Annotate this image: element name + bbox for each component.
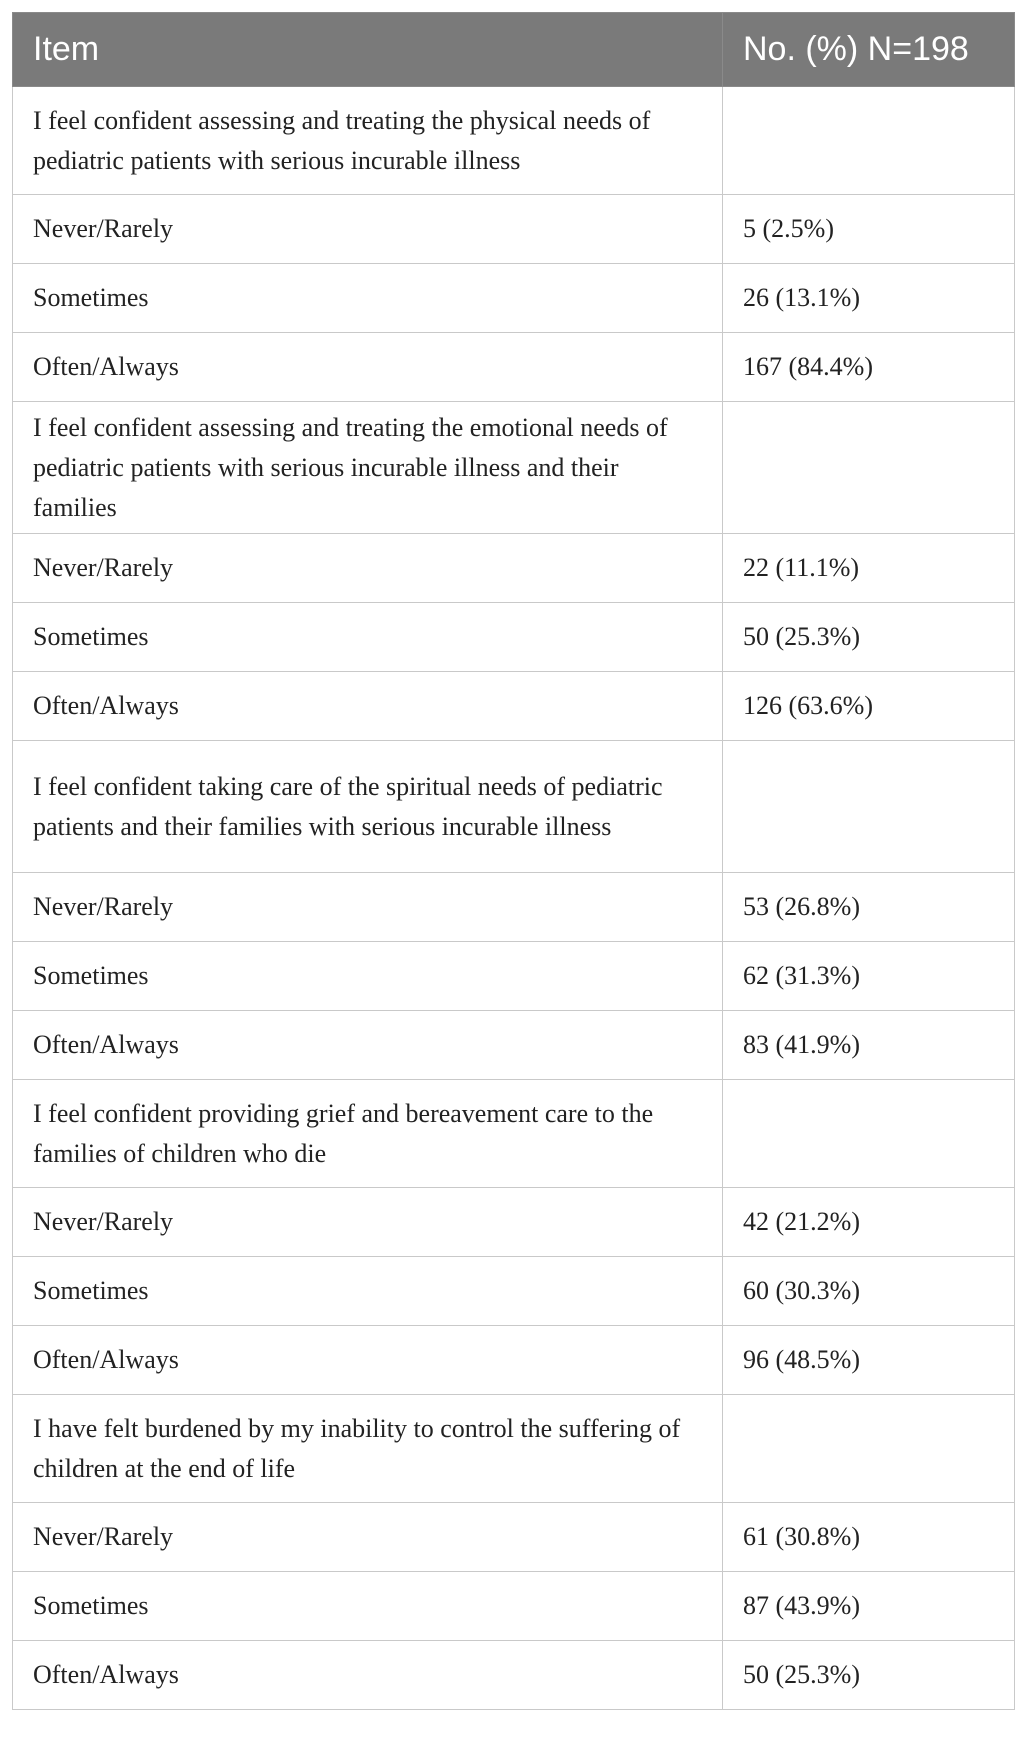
response-label: Sometimes [13, 1257, 723, 1326]
table-row [13, 873, 1015, 942]
response-count: 87 (43.9%) [723, 1572, 1015, 1641]
survey-table [12, 12, 1015, 1710]
table-row [13, 603, 1015, 672]
question-text: I have felt burdened by my inability to control the suffering of children at the end of life [13, 1395, 723, 1503]
header-count: No. (%) N=198 [723, 13, 1015, 87]
table-body [13, 87, 1015, 1710]
table-row [13, 1641, 1015, 1710]
table-row [13, 1503, 1015, 1572]
response-label: Never/Rarely [13, 534, 723, 603]
question-value-empty [723, 87, 1015, 195]
response-count: 22 (11.1%) [723, 534, 1015, 603]
question-row [13, 1395, 1015, 1503]
question-text: I feel confident assessing and treating the emotional needs of pediatric patients with serious incurable illness and their families [13, 402, 723, 534]
response-label: Sometimes [13, 1572, 723, 1641]
response-count: 61 (30.8%) [723, 1503, 1015, 1572]
response-count: 50 (25.3%) [723, 1641, 1015, 1710]
survey-table-container [12, 12, 1014, 1710]
response-count: 53 (26.8%) [723, 873, 1015, 942]
response-count: 167 (84.4%) [723, 333, 1015, 402]
response-count: 42 (21.2%) [723, 1188, 1015, 1257]
response-label: Often/Always [13, 1011, 723, 1080]
question-row [13, 402, 1015, 534]
response-label: Often/Always [13, 672, 723, 741]
table-row [13, 534, 1015, 603]
question-value-empty [723, 1080, 1015, 1188]
header-item: Item [13, 13, 723, 87]
question-value-empty [723, 402, 1015, 534]
question-row [13, 1080, 1015, 1188]
question-row [13, 87, 1015, 195]
response-count: 26 (13.1%) [723, 264, 1015, 333]
response-label: Never/Rarely [13, 1188, 723, 1257]
response-count: 126 (63.6%) [723, 672, 1015, 741]
table-row [13, 264, 1015, 333]
response-label: Never/Rarely [13, 1503, 723, 1572]
question-text: I feel confident assessing and treating the physical needs of pediatric patients with serious incurable illness [13, 87, 723, 195]
header-row [13, 13, 1015, 87]
response-count: 60 (30.3%) [723, 1257, 1015, 1326]
response-label: Sometimes [13, 603, 723, 672]
question-text: I feel confident taking care of the spiritual needs of pediatric patients and their families with serious incurable illness [13, 741, 723, 873]
question-row [13, 741, 1015, 873]
table-row [13, 1257, 1015, 1326]
table-row [13, 195, 1015, 264]
response-label: Often/Always [13, 333, 723, 402]
response-label: Never/Rarely [13, 873, 723, 942]
question-value-empty [723, 741, 1015, 873]
response-label: Never/Rarely [13, 195, 723, 264]
response-label: Sometimes [13, 264, 723, 333]
response-count: 50 (25.3%) [723, 603, 1015, 672]
response-count: 62 (31.3%) [723, 942, 1015, 1011]
response-count: 96 (48.5%) [723, 1326, 1015, 1395]
response-label: Sometimes [13, 942, 723, 1011]
table-row [13, 672, 1015, 741]
response-count: 5 (2.5%) [723, 195, 1015, 264]
question-value-empty [723, 1395, 1015, 1503]
table-row [13, 1326, 1015, 1395]
table-row [13, 1188, 1015, 1257]
table-row [13, 1572, 1015, 1641]
response-count: 83 (41.9%) [723, 1011, 1015, 1080]
response-label: Often/Always [13, 1641, 723, 1710]
question-text: I feel confident providing grief and bereavement care to the families of children who die [13, 1080, 723, 1188]
response-label: Often/Always [13, 1326, 723, 1395]
table-row [13, 333, 1015, 402]
table-row [13, 942, 1015, 1011]
table-row [13, 1011, 1015, 1080]
